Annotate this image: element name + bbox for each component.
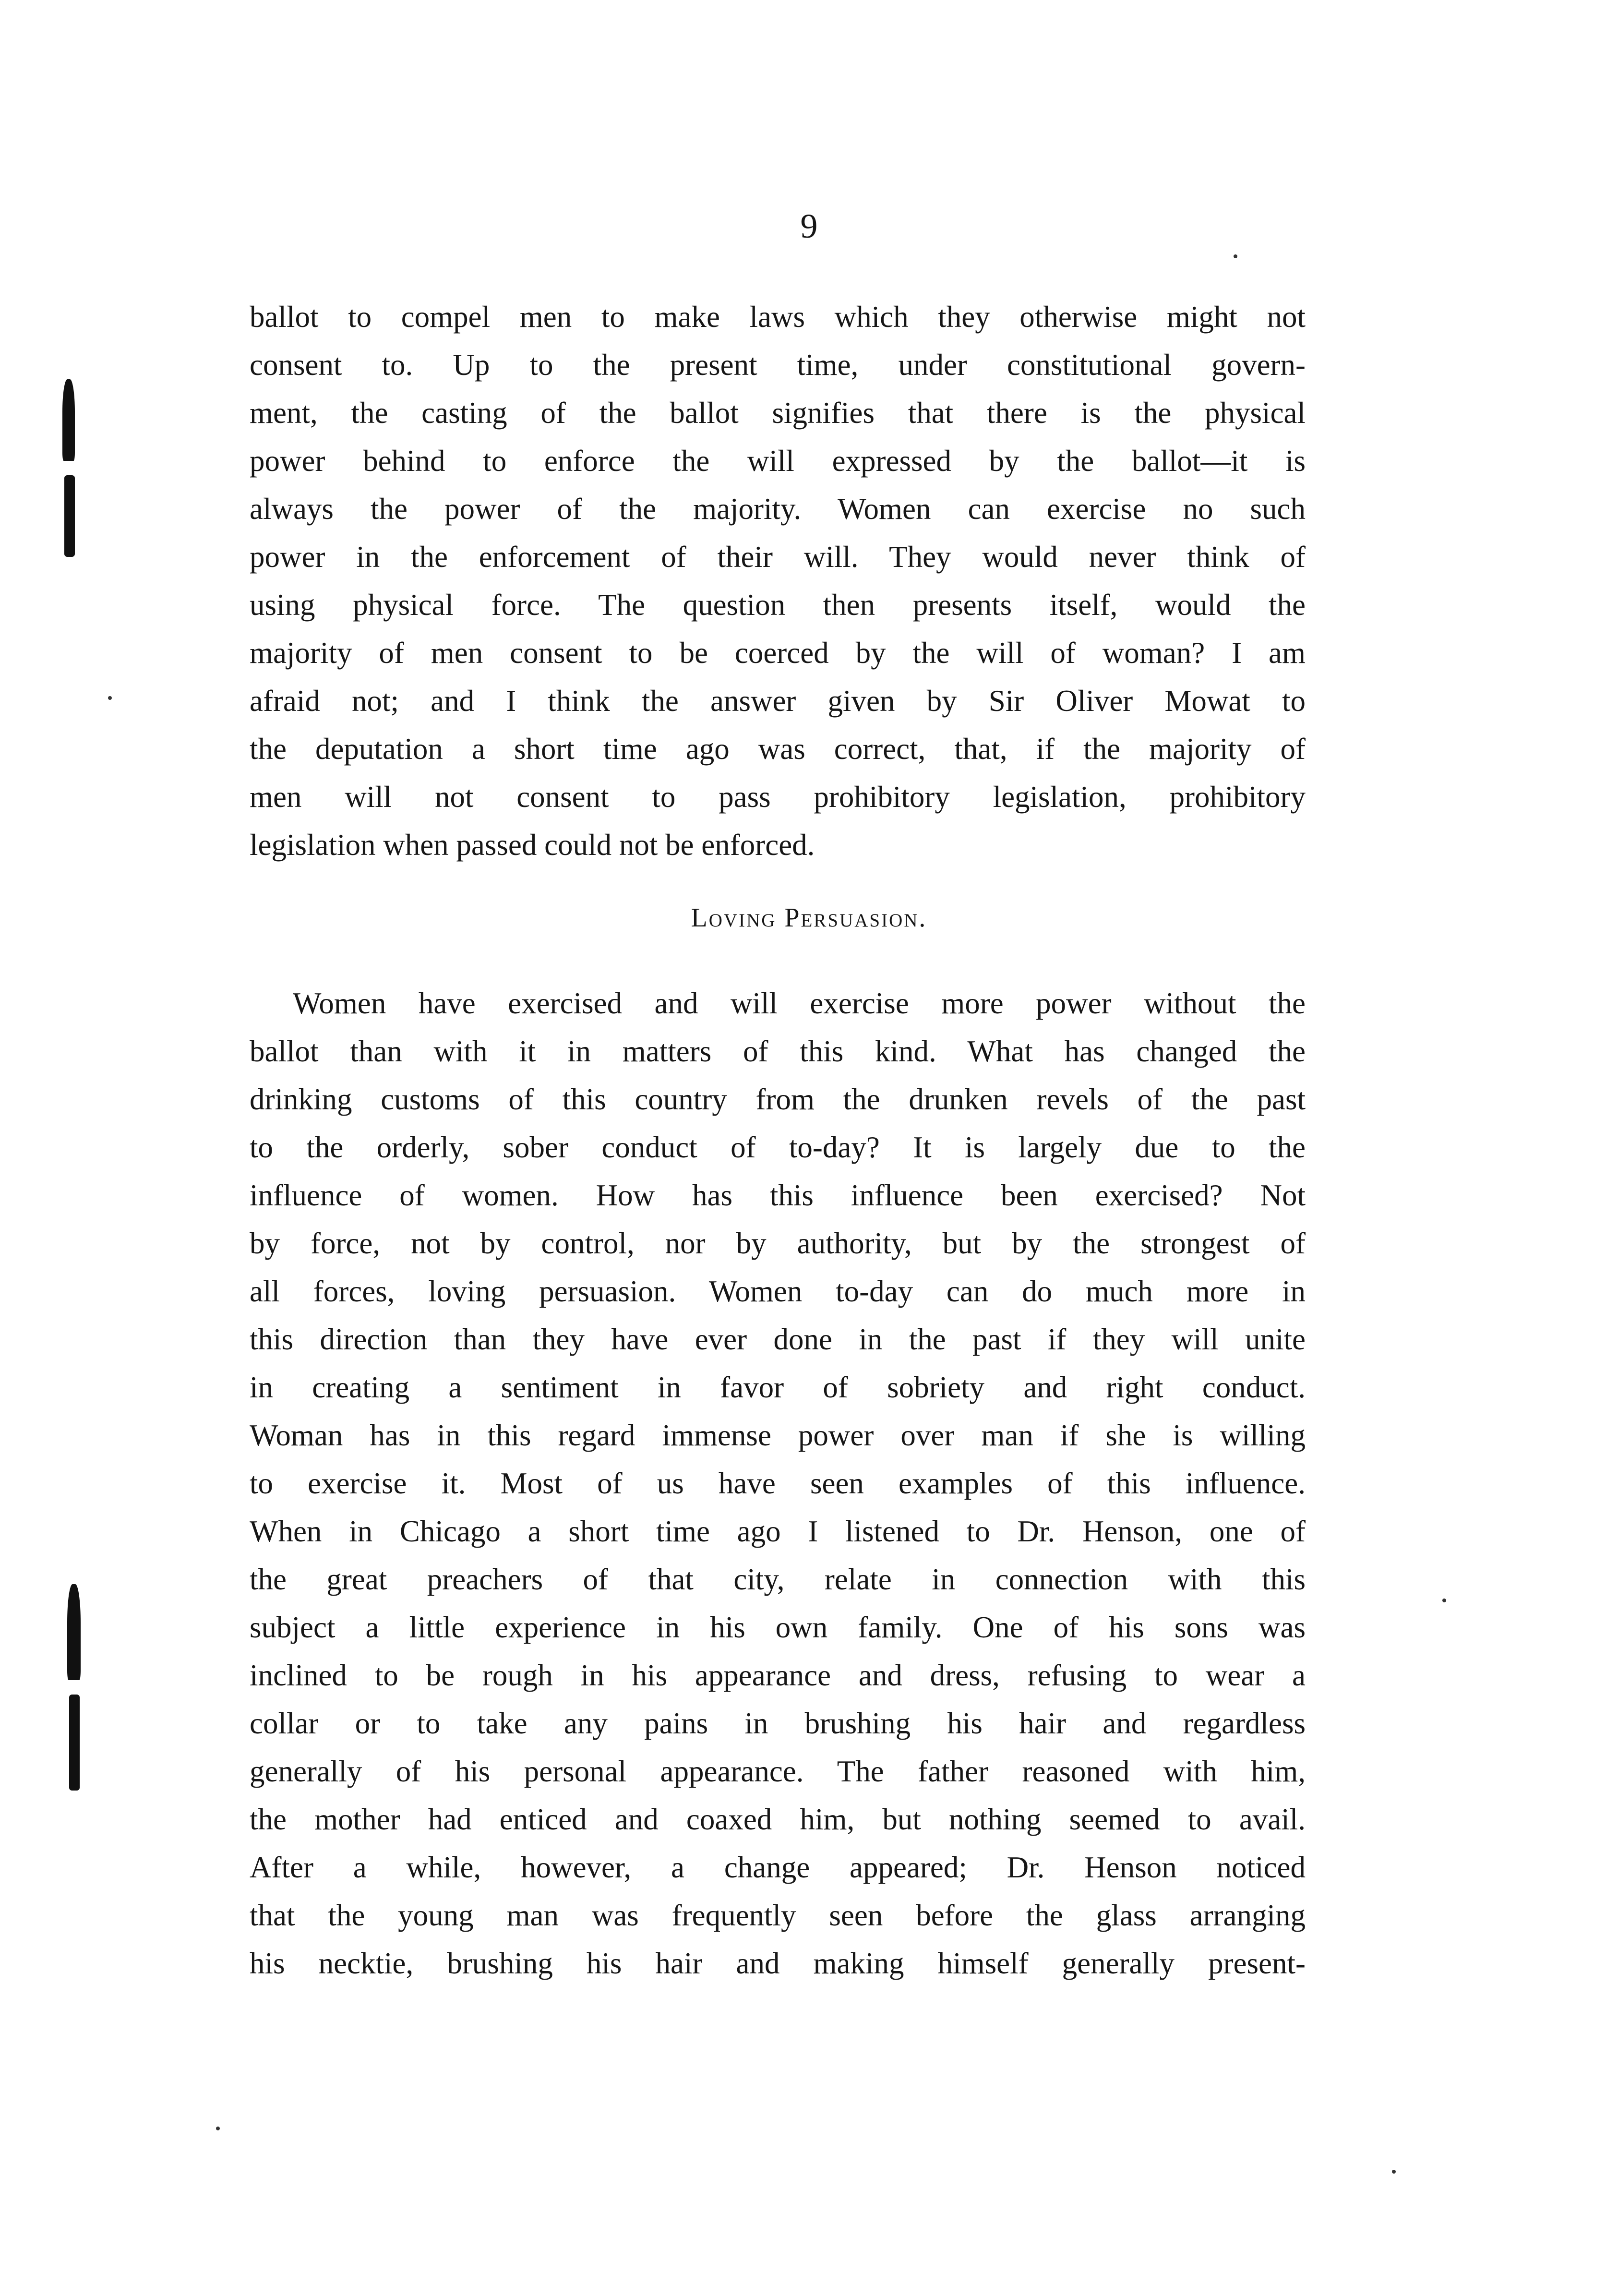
page-number: 9 [800, 207, 818, 245]
text-line: consent to. Up to the present time, under constitutional govern- [250, 348, 1306, 382]
binding-mark [67, 1584, 81, 1680]
text-line: When in Chicago a short time ago I listened to Dr. Henson, one of [250, 1515, 1306, 1548]
text-line: influence of women. How has this influence been exercised? Not [250, 1178, 1306, 1212]
text-line: majority of men consent to be coerced by the will of woman? I am [250, 636, 1306, 670]
text-line: men will not consent to pass prohibitory legislation, prohibitory [250, 780, 1306, 814]
paragraph-1 [250, 293, 1306, 869]
binding-mark [64, 475, 75, 557]
text-line: inclined to be rough in his appearance and dress, refusing to wear a [250, 1659, 1306, 1692]
scan-speck [108, 696, 112, 700]
text-line: to exercise it. Most of us have seen examples of this influence. [250, 1467, 1306, 1500]
binding-mark [62, 379, 75, 461]
section-heading: Loving Persuasion. [691, 903, 927, 933]
text-line: collar or to take any pains in brushing his hair and regardless [250, 1707, 1306, 1740]
text-line: the deputation a short time ago was correct, that, if the majority of [250, 732, 1306, 766]
text-line: Women have exercised and will exercise more power without the [293, 986, 1306, 1020]
text-line: the mother had enticed and coaxed him, but nothing seemed to avail. [250, 1803, 1306, 1836]
text-line: power in the enforcement of their will. They would never think of [250, 540, 1306, 574]
text-line: afraid not; and I think the answer given by Sir Oliver Mowat to [250, 684, 1306, 718]
text-line: all forces, loving persuasion. Women to-day can do much more in [250, 1274, 1306, 1308]
text-line: using physical force. The question then presents itself, would the [250, 588, 1306, 622]
scan-speck [1392, 2170, 1396, 2174]
paragraph-2 [250, 979, 1306, 1987]
text-line: to the orderly, sober conduct of to-day? It is largely due to the [250, 1130, 1306, 1164]
text-line: his necktie, brushing his hair and making himself generally present- [250, 1947, 1306, 1980]
text-line: subject a little experience in his own family. One of his sons was [250, 1611, 1306, 1644]
scan-speck [1234, 254, 1237, 258]
text-line: the great preachers of that city, relate in connection with this [250, 1563, 1306, 1596]
text-line: drinking customs of this country from the drunken revels of the past [250, 1082, 1306, 1116]
text-line: ballot to compel men to make laws which they otherwise might not [250, 300, 1306, 334]
text-line: ment, the casting of the ballot signifies that there is the physical [250, 396, 1306, 430]
scan-speck [216, 2127, 220, 2130]
text-line: always the power of the majority. Women can exercise no such [250, 492, 1306, 526]
text-line: Woman has in this regard immense power over man if she is willing [250, 1418, 1306, 1452]
text-line: by force, not by control, nor by authority, but by the strongest of [250, 1226, 1306, 1260]
scan-speck [1442, 1599, 1446, 1602]
binding-mark [69, 1695, 80, 1791]
text-line: in creating a sentiment in favor of sobriety and right conduct. [250, 1370, 1306, 1404]
text-line: ballot than with it in matters of this kind. What has changed the [250, 1034, 1306, 1068]
text-line: power behind to enforce the will expressed by the ballot—it is [250, 444, 1306, 478]
text-line: After a while, however, a change appeared; Dr. Henson noticed [250, 1851, 1306, 1884]
text-line: this direction than they have ever done in the past if they will unite [250, 1322, 1306, 1356]
text-line: generally of his personal appearance. The father reasoned with him, [250, 1755, 1306, 1788]
text-line: that the young man was frequently seen before the glass arranging [250, 1899, 1306, 1932]
text-line: legislation when passed could not be enforced. [250, 828, 815, 862]
